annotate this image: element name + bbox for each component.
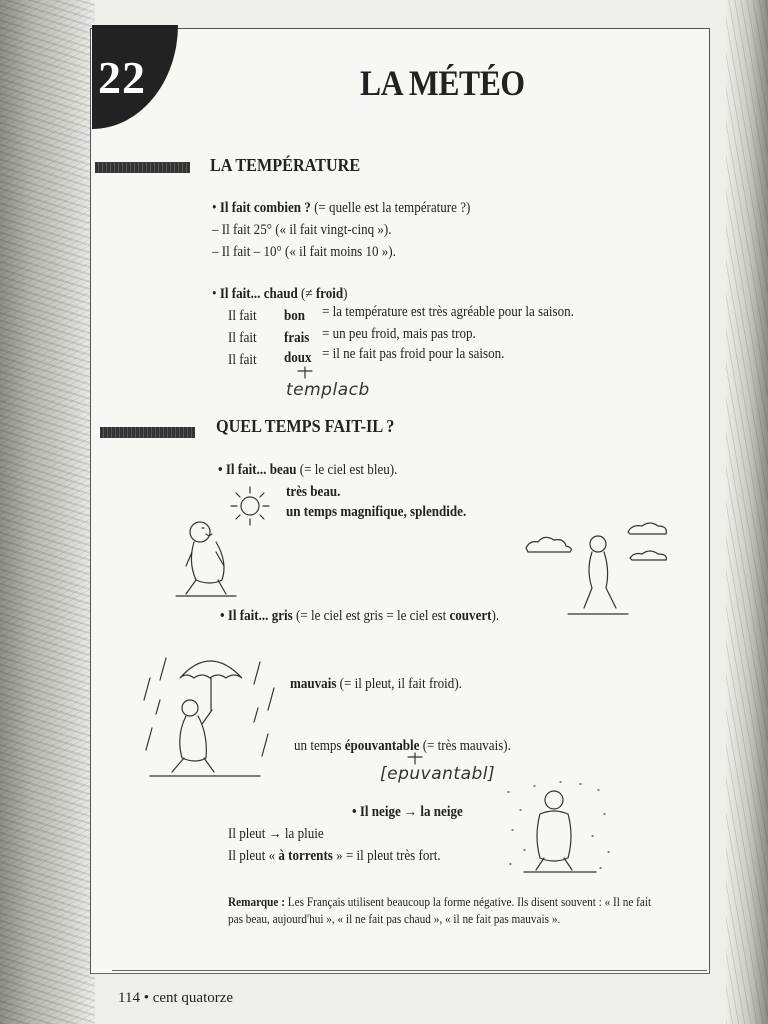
bottom-rule [112,970,707,971]
section-title-weather: QUEL TEMPS FAIT-IL ? [216,416,395,436]
cloudy-scene-icon [520,518,690,618]
neige-line: • Il neige → la neige [352,804,463,820]
temp-def: = il ne fait pas froid pour la saison. [322,346,505,362]
temp-row: Il fait [228,330,257,346]
temp-word: bon [284,308,306,324]
temp-def: = la température est très agréable pour la saison. [322,304,574,320]
beau-line: • Il fait... beau (= le ciel est bleu). [218,462,398,478]
hot-cold-line: • Il fait... chaud (≠ froid) [212,286,348,302]
rain-umbrella-icon [140,648,286,784]
tres-beau-line: très beau. [286,484,341,500]
handwritten-note: [epuvantabl] [380,764,496,784]
section-bar [95,162,190,173]
example-line: – Il fait – 10° (« il fait moins 10 »). [212,244,396,260]
section-bar [100,427,195,438]
pleut-line: Il pleut → la pluie [228,826,324,842]
torrents-line: Il pleut « à torrents » = il pleut très fort. [228,848,441,864]
temp-row: Il fait [228,308,257,324]
temp-row: Il fait [228,352,257,368]
page-edge-right [726,0,768,1024]
page-edge-left [0,0,95,1024]
temp-word: frais [284,330,310,346]
chapter-number: 22 [98,52,146,103]
page-title: LA MÉTÉO [360,63,525,103]
section-title-temperature: LA TEMPÉRATURE [210,155,361,175]
remark-note: Remarque : Les Français utilisent beaucoup la forme négative. Ils disent souvent : « Il ne fait pas beau, aujourd'hui », « il ne fait pas chaud », « il ne fait pas mauvais ». [228,895,652,926]
mauvais-line: mauvais (= il pleut, il fait froid). [290,676,462,692]
gris-line: • Il fait... gris (= le ciel est gris = le ciel est couvert). [220,608,500,624]
snow-icon [500,780,616,878]
arrow-down-icon [290,366,320,380]
epouvantable-line: un temps épouvantable (= très mauvais). [294,738,511,754]
magnifique-line: un temps magnifique, splendide. [286,504,467,520]
page-footer: 114 • cent quatorze [118,990,234,1006]
temp-def: = un peu froid, mais pas trop. [322,326,476,342]
question-line: • Il fait combien ? (= quelle est la température ?) [212,200,471,216]
example-line: – Il fait 25° (« il fait vingt-cinq »). [212,222,392,238]
temp-word: doux [284,350,312,366]
smiling-man-icon [172,516,242,602]
handwritten-note: templacb [286,380,370,400]
